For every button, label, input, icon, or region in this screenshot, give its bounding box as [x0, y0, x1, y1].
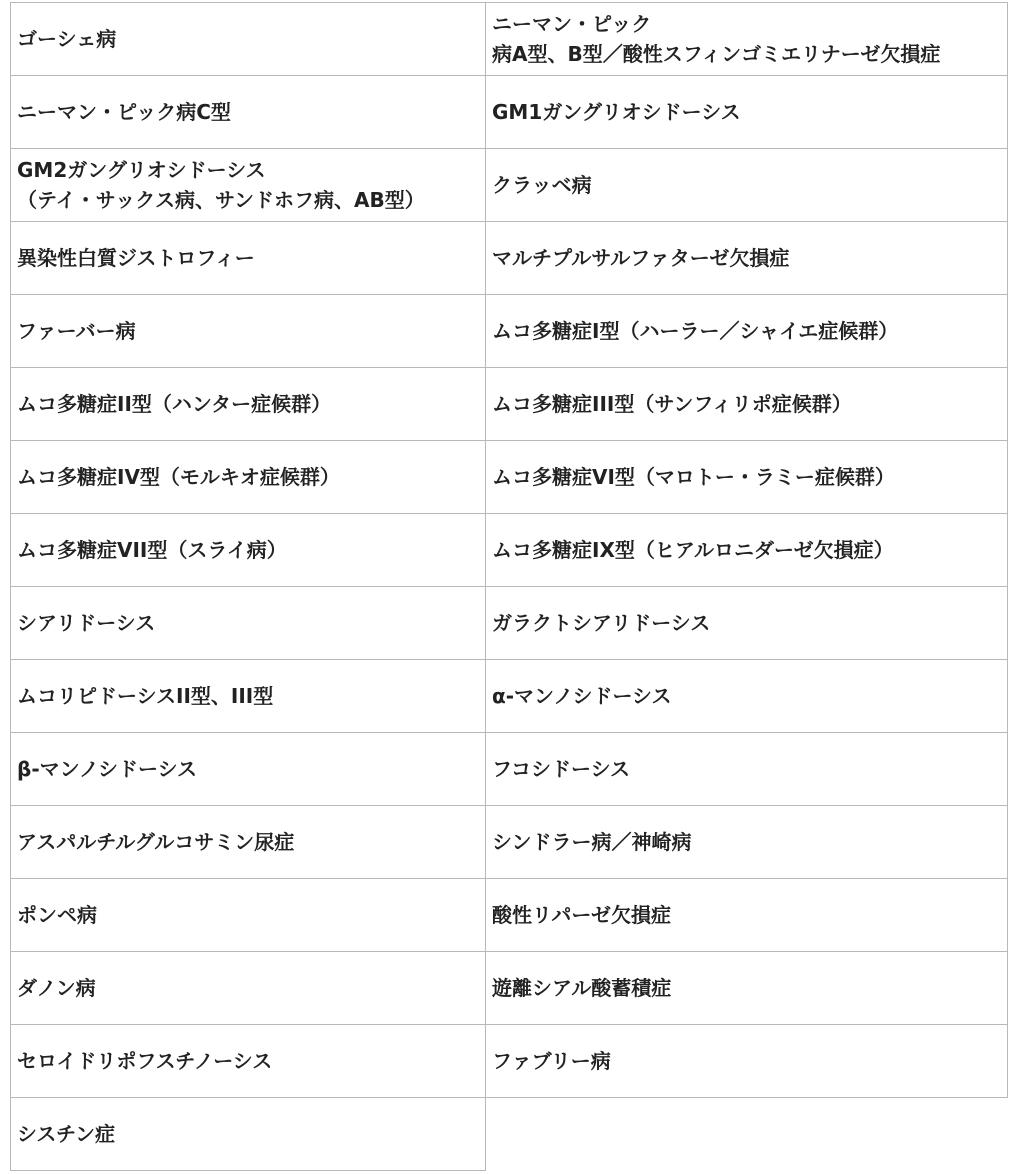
- cell-text: ゴーシェ病: [17, 27, 117, 51]
- table-cell: [10, 441, 486, 514]
- cell-text: ムコ多糖症VI型（マロトー・ラミー症候群）: [492, 465, 895, 489]
- table-cell: [10, 222, 486, 295]
- table-row: [10, 733, 1008, 806]
- table-cell: [485, 441, 1008, 514]
- cell-text: ダノン病: [17, 976, 96, 1000]
- table-cell: [10, 2, 486, 76]
- table-row: [10, 806, 1008, 879]
- empty-cell: [485, 1098, 1008, 1171]
- table-cell: [10, 514, 486, 587]
- table-row: [10, 441, 1008, 514]
- cell-text: （テイ・サックス病、サンドホフ病、AB型）: [17, 188, 425, 212]
- cell-text: ファーバー病: [17, 319, 136, 343]
- cell-text: フコシドーシス: [492, 757, 630, 781]
- table-row: [10, 660, 1008, 733]
- cell-text: マルチプルサルファターゼ欠損症: [492, 246, 790, 270]
- cell-text: ガラクトシアリドーシス: [492, 611, 711, 635]
- cell-text: 異染性白質ジストロフィー: [17, 246, 255, 270]
- cell-text: アスパルチルグルコサミン尿症: [17, 830, 295, 854]
- table-cell: [485, 514, 1008, 587]
- table-cell: [485, 295, 1008, 368]
- cell-text: クラッベ病: [492, 173, 592, 197]
- cell-text: セロイドリポフスチノーシス: [17, 1049, 273, 1073]
- table-cell: [10, 1025, 486, 1098]
- table-cell: [485, 76, 1008, 149]
- table-cell: [10, 1098, 486, 1171]
- cell-text: GM1ガングリオシドーシス: [492, 100, 741, 124]
- table-row: [10, 1098, 1008, 1171]
- cell-text: ポンペ病: [17, 903, 97, 927]
- table-cell: [10, 587, 486, 660]
- table-cell: [485, 2, 1008, 76]
- cell-text: GM2ガングリオシドーシス: [17, 158, 266, 182]
- table-row: [10, 514, 1008, 587]
- table-cell: [10, 733, 486, 806]
- table-row: [10, 587, 1008, 660]
- table-cell: [10, 368, 486, 441]
- table-row: [10, 879, 1008, 952]
- cell-text: 遊離シアル酸蓄積症: [492, 976, 672, 1000]
- table-row: [10, 1025, 1008, 1098]
- cell-text: ムコ多糖症VII型（スライ病）: [17, 538, 287, 562]
- table-row: [10, 368, 1008, 441]
- table-cell: [485, 879, 1008, 952]
- cell-text: ムコ多糖症IX型（ヒアルロニダーゼ欠損症）: [492, 538, 894, 562]
- table-cell: [485, 149, 1008, 222]
- table-cell: [485, 952, 1008, 1025]
- table-cell: [485, 368, 1008, 441]
- table-cell: [10, 879, 486, 952]
- table-row: [10, 76, 1008, 149]
- table-row: [10, 222, 1008, 295]
- table-cell: [485, 733, 1008, 806]
- table-cell: [485, 806, 1008, 879]
- table-row: [10, 952, 1008, 1025]
- cell-text: β-マンノシドーシス: [17, 757, 198, 781]
- table-row: [10, 295, 1008, 368]
- table-cell: [485, 222, 1008, 295]
- cell-text: ムコ多糖症I型（ハーラー／シャイエ症候群）: [492, 319, 899, 343]
- cell-text: シアリドーシス: [17, 611, 156, 635]
- table-cell: [10, 295, 486, 368]
- cell-text: シスチン症: [17, 1122, 115, 1146]
- cell-text: シンドラー病／神崎病: [492, 830, 692, 854]
- cell-text: ムコリピドーシスII型、III型: [17, 684, 274, 708]
- cell-text: 病A型、B型／酸性スフィンゴミエリナーゼ欠損症: [492, 42, 941, 66]
- table-cell: [10, 660, 486, 733]
- table-cell: [10, 806, 486, 879]
- disease-table: [10, 2, 1008, 1171]
- table-cell: [10, 952, 486, 1025]
- cell-text: α-マンノシドーシス: [492, 684, 672, 708]
- cell-text: ムコ多糖症II型（ハンター症候群）: [17, 392, 332, 416]
- table-row: [10, 149, 1008, 222]
- table-cell: [10, 76, 486, 149]
- table-cell: [485, 1025, 1008, 1098]
- cell-text: ニーマン・ピック: [492, 12, 652, 36]
- cell-text: ニーマン・ピック病C型: [17, 100, 231, 124]
- table-cell: [485, 587, 1008, 660]
- table-cell: [10, 149, 486, 222]
- cell-text: ムコ多糖症III型（サンフィリポ症候群）: [492, 392, 852, 416]
- cell-text: 酸性リパーゼ欠損症: [492, 903, 671, 927]
- cell-text: ファブリー病: [492, 1049, 611, 1073]
- cell-text: ムコ多糖症IV型（モルキオ症候群）: [17, 465, 340, 489]
- table-cell: [485, 660, 1008, 733]
- table-row: [10, 2, 1008, 76]
